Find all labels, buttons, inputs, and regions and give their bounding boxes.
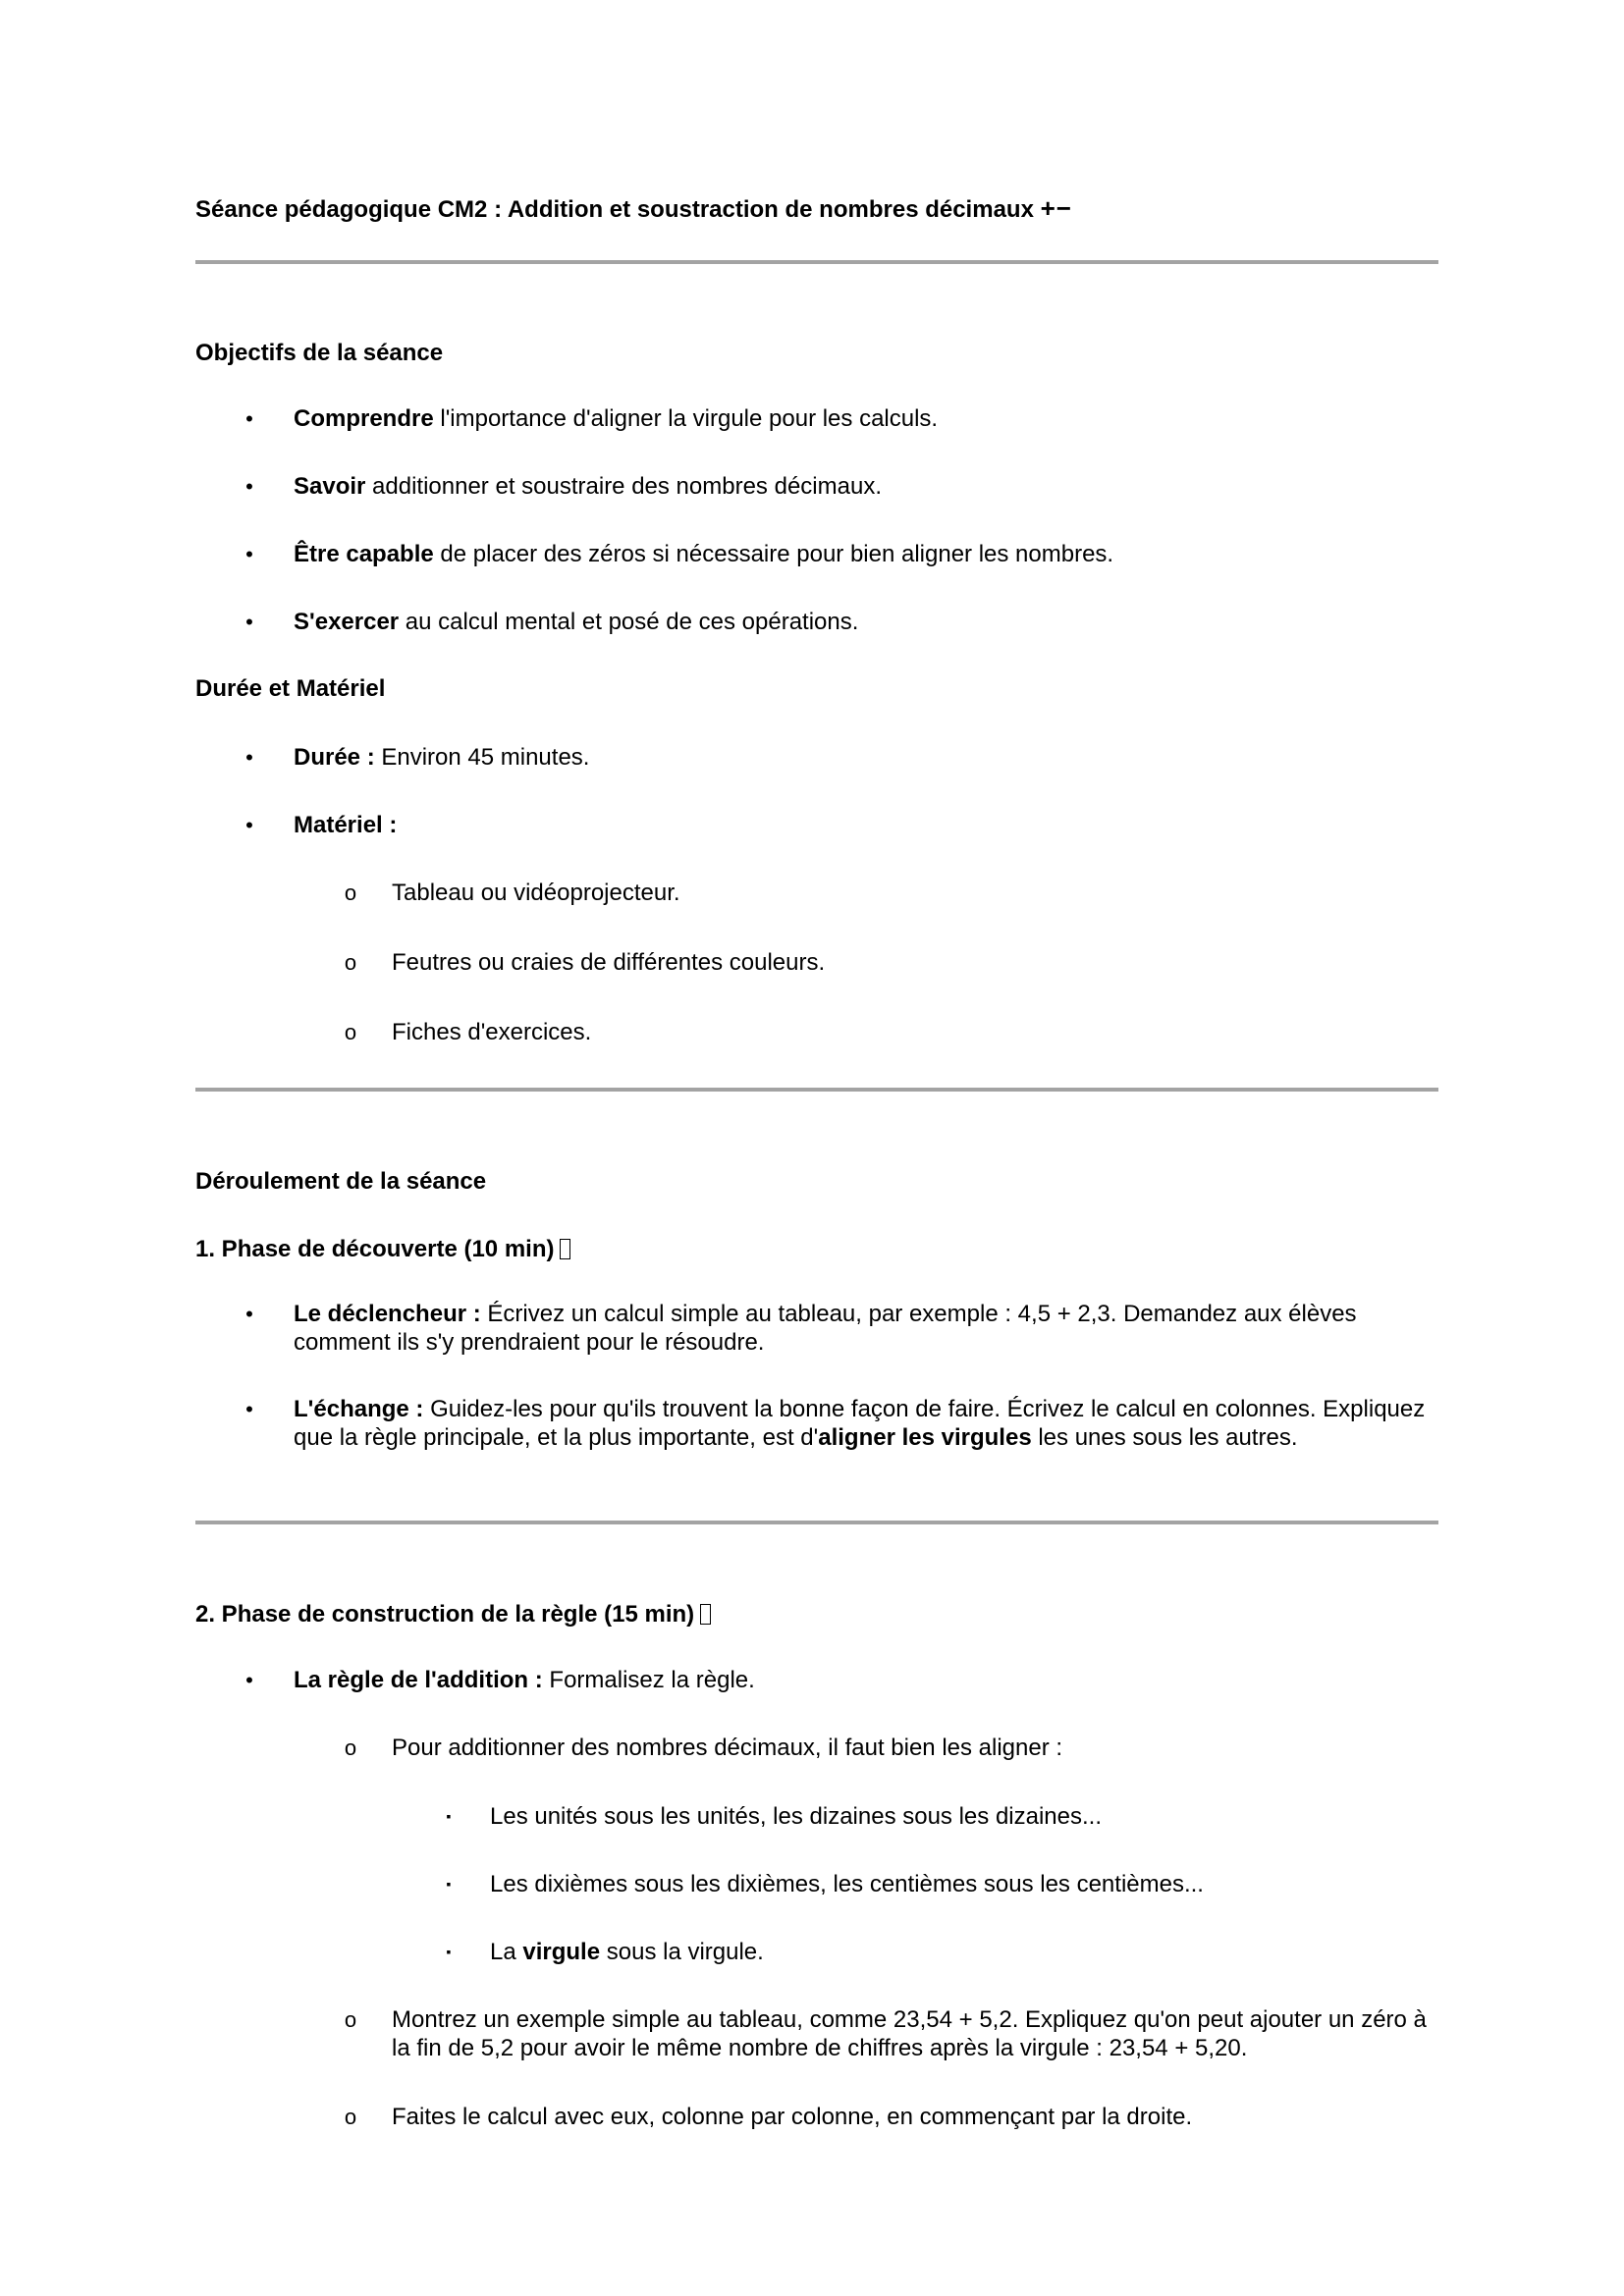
item-text: Feutres ou craies de différentes couleurs.: [392, 949, 826, 976]
list-item: [245, 404, 1438, 433]
square-bullet-icon: ▪: [446, 1876, 452, 1892]
phase-2-heading-text: 2. Phase de construction de la règle (15 min): [195, 1601, 695, 1628]
item-bold: La règle de l'addition :: [294, 1667, 543, 1693]
circle-bullet-icon: o: [344, 881, 357, 905]
bullet-icon: •: [245, 474, 253, 499]
sub-list-item: [344, 948, 1438, 977]
list-item: [245, 1300, 1438, 1357]
horizontal-rule: [195, 260, 1438, 264]
sub-sub-list-item: [446, 1938, 1438, 1966]
item-text: Montrez un exemple simple au tableau, comme 23,54 + 5,2. Expliquez qu'on peut ajouter un zéro à la fin de 5,2 pour avoir le même nombre de chiffres après la virgule : 23,54 + 5,20.: [392, 2006, 1427, 2061]
item-text: Fiches d'exercices.: [392, 1019, 592, 1045]
item-bold: Matériel :: [294, 812, 398, 838]
phase-1-heading: [195, 1236, 570, 1263]
square-bullet-icon: ▪: [446, 1944, 452, 1959]
item-text: l'importance d'aligner la virgule pour les calculs.: [433, 405, 939, 432]
list-item: [245, 743, 1438, 772]
bullet-icon: •: [245, 406, 253, 431]
item-bold: virgule: [522, 1939, 601, 1965]
plus-minus-icon: +−: [1040, 193, 1072, 223]
item-text: Guidez-les pour qu'ils trouvent la bonne façon de faire. Écrivez le calcul en colonnes. Expliquez que la règle principale, et la plus importante, est d': [294, 1396, 1426, 1451]
item-bold: S'exercer: [294, 609, 400, 635]
list-item: [245, 1395, 1438, 1452]
sub-list-item: [344, 2103, 1438, 2131]
item-text: Tableau ou vidéoprojecteur.: [392, 880, 680, 906]
item-text: au calcul mental et posé de ces opérations.: [399, 609, 859, 635]
phase-2-heading: [195, 1601, 711, 1629]
item-text: Écrivez un calcul simple au tableau, par exemple : 4,5 + 2,3. Demandez aux élèves comment ils s'y prendraient pour le résoudre.: [294, 1301, 1357, 1356]
bullet-icon: •: [245, 1397, 253, 1421]
horizontal-rule: [195, 1521, 1438, 1524]
item-text: sous la virgule.: [600, 1939, 764, 1965]
bullet-icon: •: [245, 745, 253, 770]
circle-bullet-icon: o: [344, 1735, 357, 1760]
bullet-icon: •: [245, 1302, 253, 1326]
circle-bullet-icon: o: [344, 1020, 357, 1044]
section-heading-duree-materiel: Durée et Matériel: [195, 675, 386, 702]
list-item: [245, 608, 1438, 636]
item-bold: Le déclencheur :: [294, 1301, 481, 1327]
item-bold: aligner les virgules: [818, 1424, 1032, 1451]
section-heading-objectifs: Objectifs de la séance: [195, 340, 444, 366]
bullet-icon: •: [245, 813, 253, 837]
sub-list-item: [344, 2005, 1438, 2062]
item-bold: L'échange :: [294, 1396, 424, 1422]
item-text: Environ 45 minutes.: [374, 744, 590, 771]
sub-list-item: [344, 879, 1438, 907]
missing-glyph-icon: [700, 1604, 711, 1625]
list-item: [245, 472, 1438, 501]
item-bold: Durée :: [294, 744, 375, 771]
list-item: [245, 540, 1438, 568]
page-title: [195, 193, 1072, 224]
item-text: additionner et soustraire des nombres décimaux.: [365, 473, 882, 500]
item-bold: Comprendre: [294, 405, 434, 432]
sub-list-item: [344, 1734, 1438, 1762]
list-item: [245, 811, 1438, 839]
phase-1-heading-text: 1. Phase de découverte (10 min): [195, 1236, 555, 1262]
item-bold: Être capable: [294, 541, 434, 567]
item-text: les unes sous les autres.: [1031, 1424, 1298, 1451]
circle-bullet-icon: o: [344, 2105, 357, 2129]
missing-glyph-icon: [560, 1239, 570, 1259]
item-bold: Savoir: [294, 473, 366, 500]
section-heading-deroulement: Déroulement de la séance: [195, 1168, 487, 1195]
sub-list-item: [344, 1018, 1438, 1046]
circle-bullet-icon: o: [344, 2007, 357, 2032]
item-text: de placer des zéros si nécessaire pour bien aligner les nombres.: [433, 541, 1114, 567]
bullet-icon: •: [245, 610, 253, 634]
square-bullet-icon: ▪: [446, 1808, 452, 1824]
bullet-icon: •: [245, 1668, 253, 1692]
title-text: Séance pédagogique CM2 : Addition et soustraction de nombres décimaux: [195, 196, 1034, 223]
sub-sub-list-item: [446, 1802, 1438, 1831]
item-text: Faites le calcul avec eux, colonne par colonne, en commençant par la droite.: [392, 2104, 1193, 2130]
item-text: Pour additionner des nombres décimaux, il faut bien les aligner :: [392, 1735, 1063, 1761]
circle-bullet-icon: o: [344, 950, 357, 975]
item-text: Formalisez la règle.: [542, 1667, 755, 1693]
bullet-icon: •: [245, 542, 253, 566]
list-item: [245, 1666, 1438, 1694]
sub-sub-list-item: [446, 1870, 1438, 1898]
horizontal-rule: [195, 1088, 1438, 1092]
item-text: La: [490, 1939, 523, 1965]
item-text: Les unités sous les unités, les dizaines sous les dizaines...: [490, 1803, 1103, 1830]
item-text: Les dixièmes sous les dixièmes, les centièmes sous les centièmes...: [490, 1871, 1204, 1897]
